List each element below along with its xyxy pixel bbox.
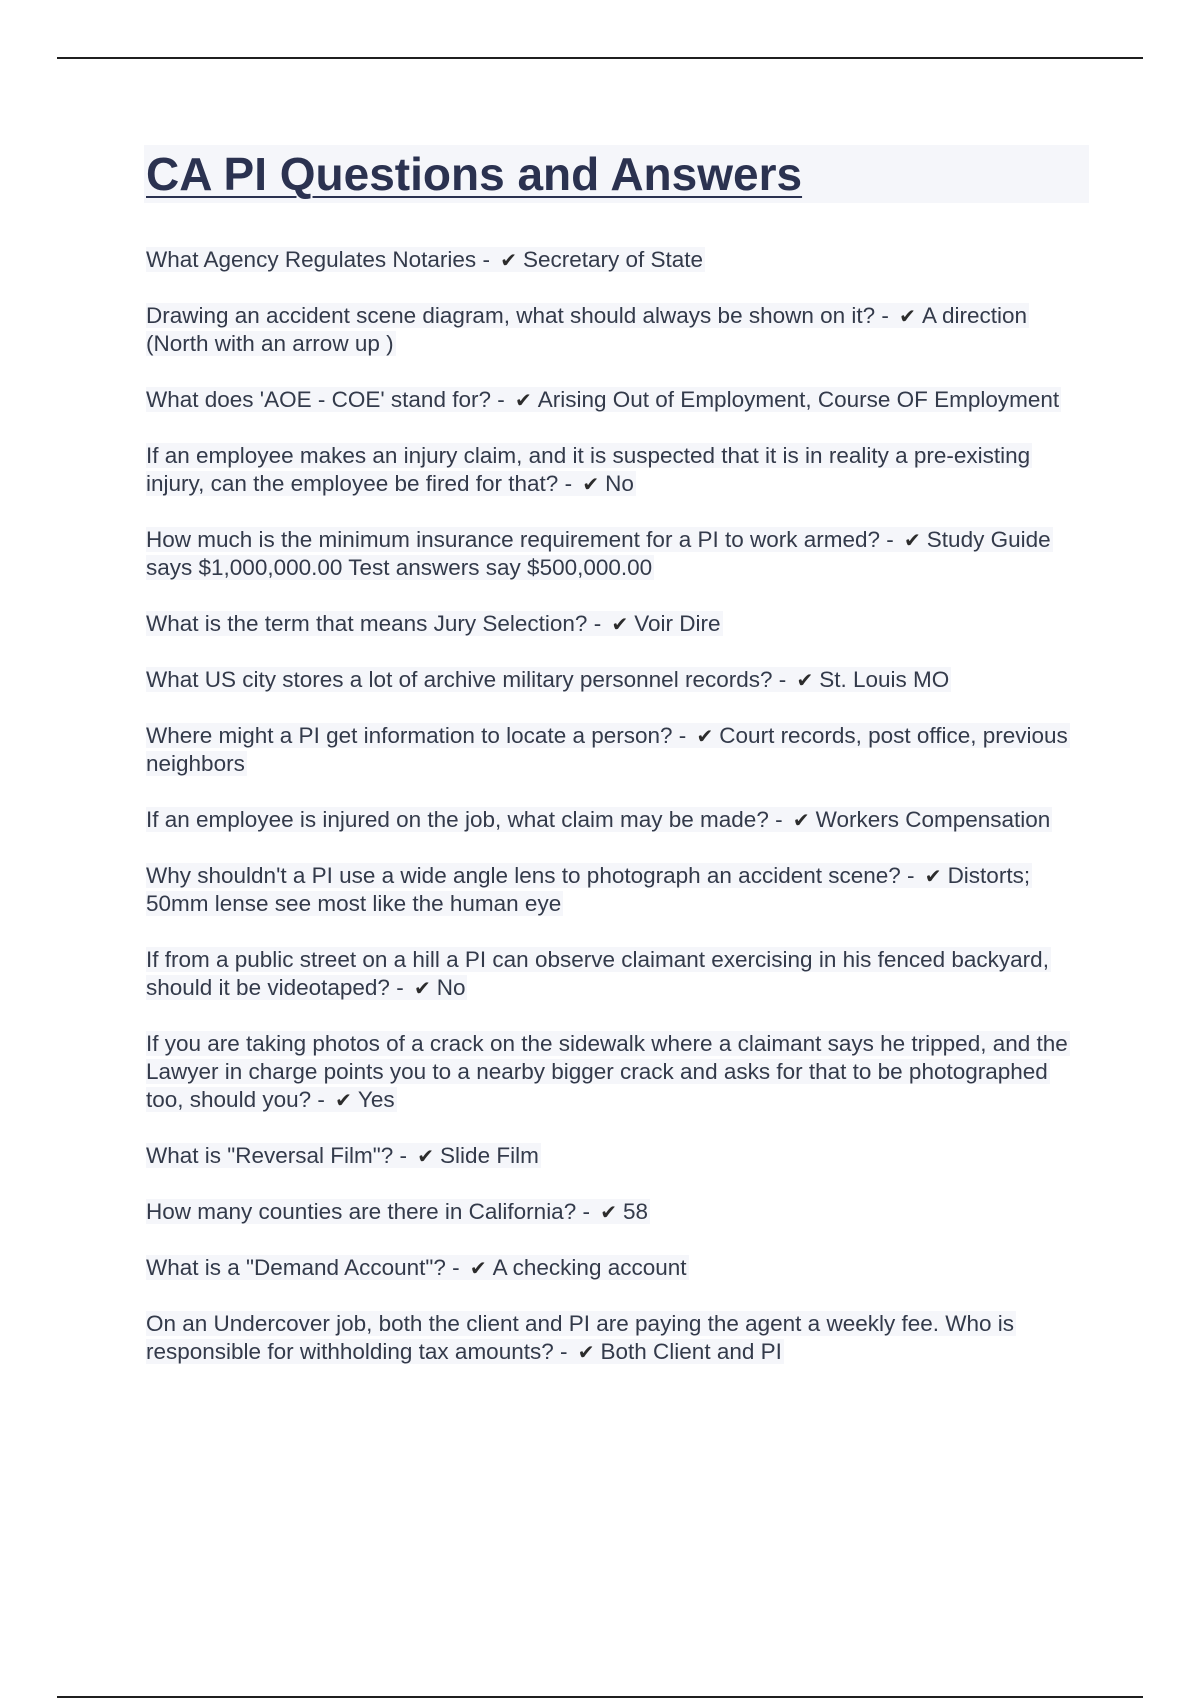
answer-text: Voir Dire [634,611,721,636]
separator: - [576,1199,597,1224]
qa-item [146,1030,1086,1114]
qa-item [146,442,1086,498]
checkmark-icon: ✔ [582,472,600,496]
checkmark-icon: ✔ [577,1340,595,1364]
qa-text [146,947,1051,1000]
separator: - [490,387,511,412]
checkmark-icon: ✔ [611,612,629,636]
checkmark-icon: ✔ [904,528,921,552]
qa-list [146,246,1086,1394]
question-text: If an employee makes an injury claim, and it is suspected that it is in reality a pre-existing injury, can the employee be fired for that? [146,443,1031,496]
answer-text: No [605,471,634,496]
question-text: On an Undercover job, both the client and PI are paying the agent a weekly fee. Who is responsible for withholding tax amounts? [146,1311,1015,1364]
bottom-rule [57,1696,1143,1698]
checkmark-icon: ✔ [417,1144,435,1168]
separator: - [900,863,921,888]
checkmark-icon: ✔ [924,864,942,888]
answer-text: No [436,975,466,1000]
separator: - [445,1255,466,1280]
qa-item [146,862,1086,918]
answer-text: Court records, post office, previous neighbors [146,723,1068,776]
qa-item [146,946,1086,1002]
answer-text: Distorts; 50mm lense see most like the human eye [146,863,1031,916]
separator: - [880,527,901,552]
qa-text [146,723,1070,776]
qa-text [146,303,1029,356]
separator: - [389,975,410,1000]
question-text: If from a public street on a hill a PI can observe claimant exercising in his fenced backyard, should it be videotaped? [146,947,1049,1000]
answer-text: Yes [357,1087,395,1112]
question-text: What Agency Regulates Notaries [146,247,477,272]
qa-text [146,1255,689,1280]
checkmark-icon: ✔ [469,1256,487,1280]
question-text: What does 'AOE - COE' stand for? [146,387,491,412]
answer-text: A checking account [492,1255,687,1280]
question-text: What is the term that means Jury Selection? [146,611,588,636]
checkmark-icon: ✔ [899,304,916,328]
checkmark-icon: ✔ [696,724,714,748]
answer-text: A direction (North with an arrow up ) [146,303,1027,356]
separator: - [587,611,608,636]
question-text: Why shouldn't a PI use a wide angle lens to photograph an accident scene? [146,863,901,888]
separator: - [875,303,896,328]
qa-text [146,527,1053,580]
separator: - [558,471,579,496]
qa-item [146,610,1086,638]
qa-item [146,386,1086,414]
qa-text [146,863,1032,916]
separator: - [672,723,693,748]
separator: - [553,1339,574,1364]
question-text: How much is the minimum insurance requirement for a PI to work armed? [146,527,881,552]
checkmark-icon: ✔ [600,1200,617,1224]
qa-text [146,247,705,272]
answer-text: Slide Film [440,1143,539,1168]
qa-item [146,1254,1086,1282]
answer-text: St. Louis MO [819,667,950,692]
checkmark-icon: ✔ [413,976,431,1000]
qa-item [146,302,1086,358]
separator: - [393,1143,414,1168]
question-text: What is a "Demand Account"? [146,1255,446,1280]
checkmark-icon: ✔ [792,808,810,832]
separator: - [311,1087,332,1112]
checkmark-icon: ✔ [500,248,517,272]
qa-item [146,246,1086,274]
qa-text [146,1031,1070,1112]
top-rule [57,57,1143,59]
checkmark-icon: ✔ [514,388,532,412]
qa-text [146,1143,541,1168]
qa-text [146,807,1052,832]
question-text: What is "Reversal Film"? [146,1143,394,1168]
page-title: CA PI Questions and Answers [146,148,803,200]
question-text: Drawing an accident scene diagram, what should always be shown on it? [146,303,876,328]
qa-text [146,667,951,692]
checkmark-icon: ✔ [796,668,814,692]
qa-item [146,806,1086,834]
separator: - [772,667,793,692]
answer-text: Secretary of State [522,247,704,272]
qa-text [146,443,1032,496]
question-text: If you are taking photos of a crack on the sidewalk where a claimant says he tripped, and the Lawyer in charge points you to a nearby bigger crack and asks for that to be photographed too, should you? [146,1031,1068,1112]
question-text: What US city stores a lot of archive military personnel records? [146,667,773,692]
answer-text: 58 [622,1199,649,1224]
checkmark-icon: ✔ [335,1088,352,1112]
separator: - [768,807,789,832]
qa-text [146,1199,650,1224]
question-text: If an employee is injured on the job, what claim may be made? [146,807,769,832]
qa-item [146,1198,1086,1226]
qa-item [146,1310,1086,1366]
qa-item [146,666,1086,694]
qa-text [146,611,723,636]
answer-text: Study Guide says $1,000,000.00 Test answers say $500,000.00 [146,527,1051,580]
qa-item [146,722,1086,778]
qa-item [146,1142,1086,1170]
question-text: Where might a PI get information to locate a person? [146,723,673,748]
qa-text [146,387,1061,412]
qa-text [146,1311,1016,1364]
answer-text: Arising Out of Employment, Course OF Employment [537,387,1060,412]
question-text: How many counties are there in California? [146,1199,577,1224]
answer-text: Workers Compensation [815,807,1051,832]
answer-text: Both Client and PI [600,1339,782,1364]
separator: - [476,247,497,272]
qa-item [146,526,1086,582]
